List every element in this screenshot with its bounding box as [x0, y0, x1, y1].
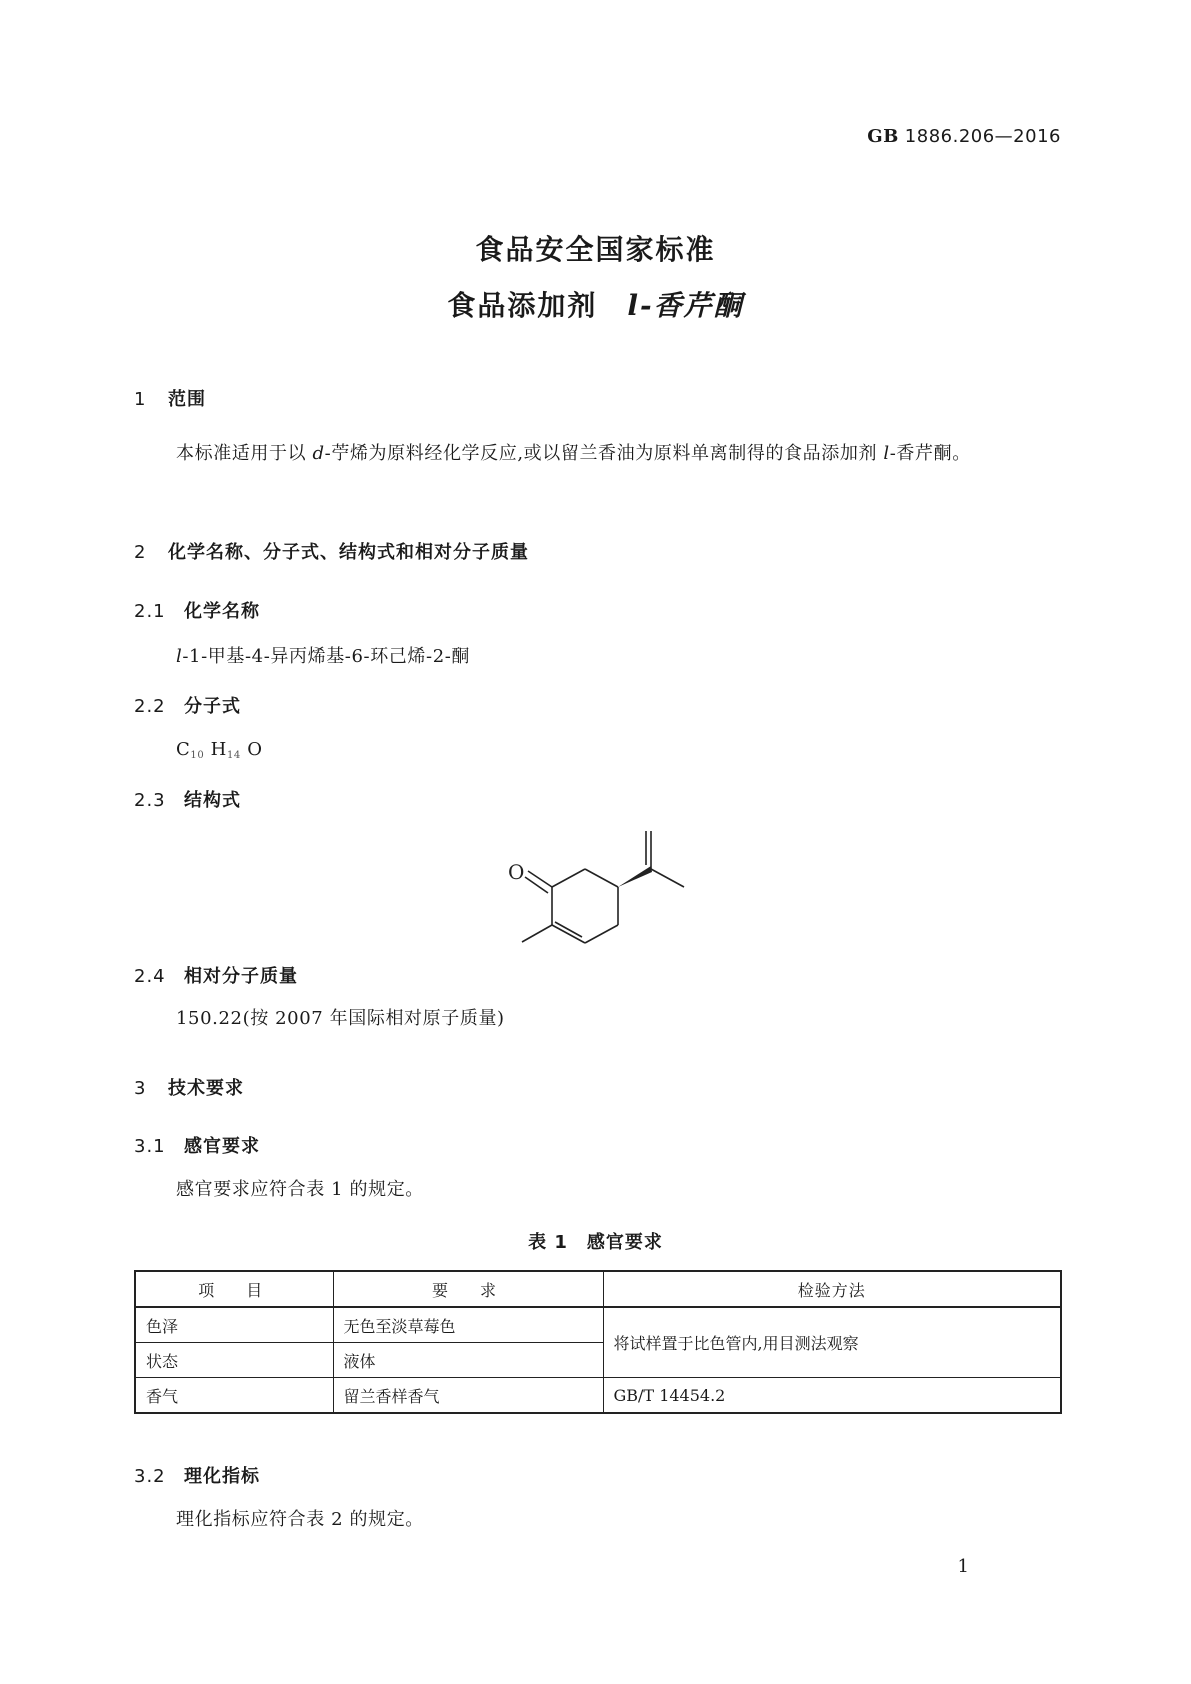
column-header: 要 求 [333, 1271, 603, 1307]
section-3-heading: 3 技术要求 [134, 1078, 244, 1099]
section-2-heading: 2 化学名称、分子式、结构式和相对分子质量 [134, 542, 529, 563]
table-row [135, 1307, 1061, 1343]
section-1-heading [134, 385, 206, 411]
title-compound: l-香芹酮 [627, 289, 744, 322]
title-main: 食品添加剂 [447, 289, 598, 322]
section-2-2-heading: 2.2 分子式 [134, 696, 241, 717]
section-2-1-heading: 2.1 化学名称 [134, 601, 260, 622]
section-3-2-paragraph: 理化指标应符合表 2 的规定。 [176, 1509, 424, 1530]
doc-title-line1: 食品安全国家标准 [475, 233, 716, 266]
isopropenyl-methyl [651, 869, 684, 887]
column-header: 项 目 [135, 1271, 333, 1307]
table-cell: 液体 [333, 1343, 603, 1378]
column-header: 检验方法 [603, 1271, 1061, 1307]
doc-title-line2 [0, 284, 1191, 324]
table-cell: 留兰香样香气 [333, 1378, 603, 1414]
oxygen-atom: O [508, 860, 525, 884]
bond [552, 869, 585, 887]
methyl-bond [522, 925, 552, 942]
std-prefix: GB [867, 126, 899, 147]
section-3-1-heading: 3.1 感官要求 [134, 1136, 260, 1157]
bond [585, 925, 618, 943]
carbonyl-double [525, 877, 548, 893]
table-cell: 香气 [135, 1378, 333, 1414]
carbonyl-bond [528, 871, 552, 887]
molecular-formula: $C_{10}$ $H_{14}$ O [176, 739, 263, 761]
table-row [135, 1378, 1061, 1414]
table-cell: GB/T 14454.2 [603, 1378, 1061, 1414]
molecule-bonds [522, 831, 684, 943]
table-cell: 色泽 [135, 1307, 333, 1343]
section-title: 范围 [168, 389, 206, 410]
table-1-caption: 表 1 感官要求 [528, 1232, 663, 1253]
section-3-1-paragraph: 感官要求应符合表 1 的规定。 [176, 1179, 424, 1200]
standard-number [867, 126, 1061, 147]
table-cell: 无色至淡草莓色 [333, 1307, 603, 1343]
bond [585, 869, 618, 887]
table-cell-merged: 将试样置于比色管内,用目测法观察 [603, 1307, 1061, 1378]
section-number: 1 [134, 389, 147, 410]
std-code: 1886.206—2016 [904, 126, 1061, 147]
molecular-mass: 150.22(按 2007 年国际相对原子质量) [176, 1008, 505, 1029]
table-header-row [135, 1271, 1061, 1307]
bond [552, 925, 585, 943]
section-1-paragraph: 本标准适用于以 d-苧烯为原料经化学反应,或以留兰香油为原料单离制得的食品添加剂 l-香芹酮。 [176, 443, 971, 464]
table-cell: 状态 [135, 1343, 333, 1378]
section-2-3-heading: 2.3 结构式 [134, 790, 241, 811]
chemical-name: l-1-甲基-4-异丙烯基-6-环己烯-2-酮 [176, 646, 471, 667]
section-2-4-heading: 2.4 相对分子质量 [134, 966, 298, 987]
sensory-requirements-table [134, 1270, 1062, 1414]
wedge-bond [618, 866, 652, 887]
structural-formula [500, 825, 700, 955]
page-number: 1 [957, 1556, 969, 1577]
section-3-2-heading: 3.2 理化指标 [134, 1466, 260, 1487]
